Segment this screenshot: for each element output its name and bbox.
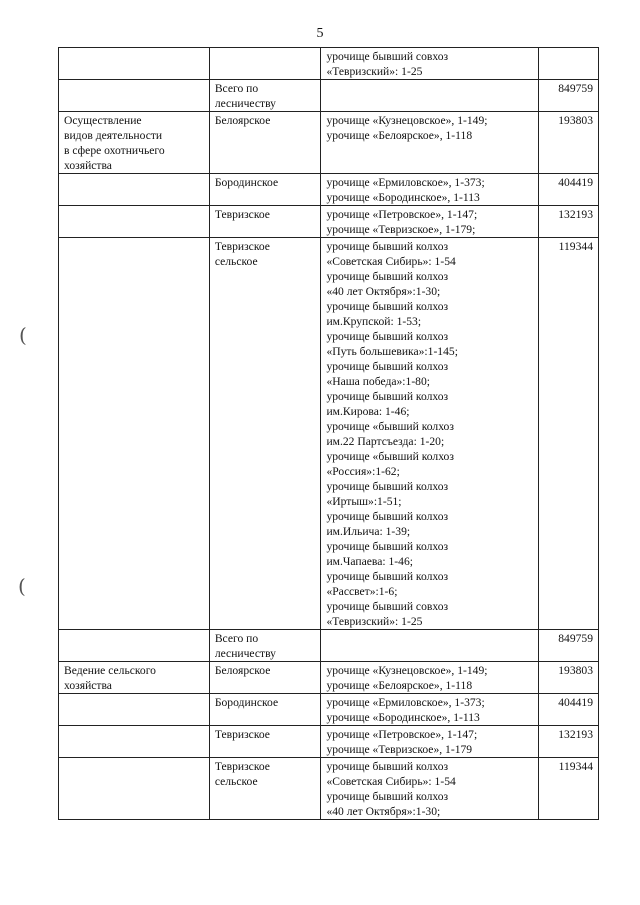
forestry-cell: Всего по лесничеству [209,80,321,112]
tracts-cell: урочище «Петровское», 1-147; урочище «Тевризское», 1-179; [321,206,538,238]
forestry-cell: Тевризское [209,206,321,238]
tracts-cell: урочище бывший совхоз «Тевризский»: 1-25 [321,48,538,80]
forestry-cell: Белоярское [209,112,321,174]
tracts-cell [321,80,538,112]
activity-cell [59,758,210,820]
table-row [59,238,599,630]
activity-cell [59,694,210,726]
activity-cell [59,630,210,662]
activity-cell [59,48,210,80]
activity-cell: Осуществление видов деятельности в сфере охотничьего хозяйства [59,112,210,174]
forestry-cell: Всего по лесничеству [209,630,321,662]
table-row [59,758,599,820]
area-cell: 849759 [538,630,598,662]
tracts-cell: урочище бывший колхоз «Советская Сибирь»: 1-54 урочище бывший колхоз «40 лет Октября»:1-30; [321,758,538,820]
area-cell: 404419 [538,694,598,726]
area-cell: 132193 [538,206,598,238]
table-row [59,662,599,694]
table-row [59,174,599,206]
forestry-cell: Тевризское сельское [209,238,321,630]
area-cell: 119344 [538,758,598,820]
tracts-cell: урочище «Ермиловское», 1-373; урочище «Бородинское», 1-113 [321,694,538,726]
area-cell: 193803 [538,662,598,694]
page-number: 5 [316,26,324,41]
area-cell: 404419 [538,174,598,206]
tracts-cell: урочище «Ермиловское», 1-373; урочище «Бородинское», 1-113 [321,174,538,206]
activity-cell [59,80,210,112]
table-row [59,48,599,80]
tracts-cell [321,630,538,662]
area-cell [538,48,598,80]
area-cell: 193803 [538,112,598,174]
tracts-cell: урочище «Кузнецовское», 1-149; урочище «Белоярское», 1-118 [321,662,538,694]
table-row [59,112,599,174]
forestry-table [58,47,599,820]
activity-cell [59,206,210,238]
area-cell: 849759 [538,80,598,112]
table-row [59,694,599,726]
forestry-cell: Бородинское [209,694,321,726]
area-cell: 119344 [538,238,598,630]
table-row [59,80,599,112]
tracts-cell: урочище «Петровское», 1-147; урочище «Тевризское», 1-179 [321,726,538,758]
activity-cell [59,238,210,630]
table-row [59,630,599,662]
margin-bracket-mark: ( [19,323,27,347]
activity-cell [59,726,210,758]
table-row [59,206,599,238]
forestry-cell: Белоярское [209,662,321,694]
margin-bracket-mark: ( [18,574,26,598]
tracts-cell: урочище бывший колхоз «Советская Сибирь»: 1-54 урочище бывший колхоз «40 лет Октября»:1-30; урочище бывший колхоз им.Крупской: 1-53; урочище бывший колхоз «Путь большевика»:1-145; урочище бывший колхоз «Наша победа»:1-80; урочище бывший колхоз им.Кирова: 1-46; урочище «бывший колхоз им.22 Партсъезда: 1-20; урочище «бывший колхоз «Россия»:1-62; урочище бывший колхоз «Иртыш»:1-51; урочище бывший колхоз им.Ильича: 1-39; урочище бывший колхоз им.Чапаева: 1-46; урочище бывший колхоз «Рассвет»:1-6; урочище бывший совхоз «Тевризский»: 1-25 [321,238,538,630]
table-row [59,726,599,758]
forestry-cell: Тевризское [209,726,321,758]
activity-cell: Ведение сельского хозяйства [59,662,210,694]
activity-cell [59,174,210,206]
area-cell: 132193 [538,726,598,758]
forestry-cell: Бородинское [209,174,321,206]
forestry-cell [209,48,321,80]
tracts-cell: урочище «Кузнецовское», 1-149; урочище «Белоярское», 1-118 [321,112,538,174]
forestry-cell: Тевризское сельское [209,758,321,820]
